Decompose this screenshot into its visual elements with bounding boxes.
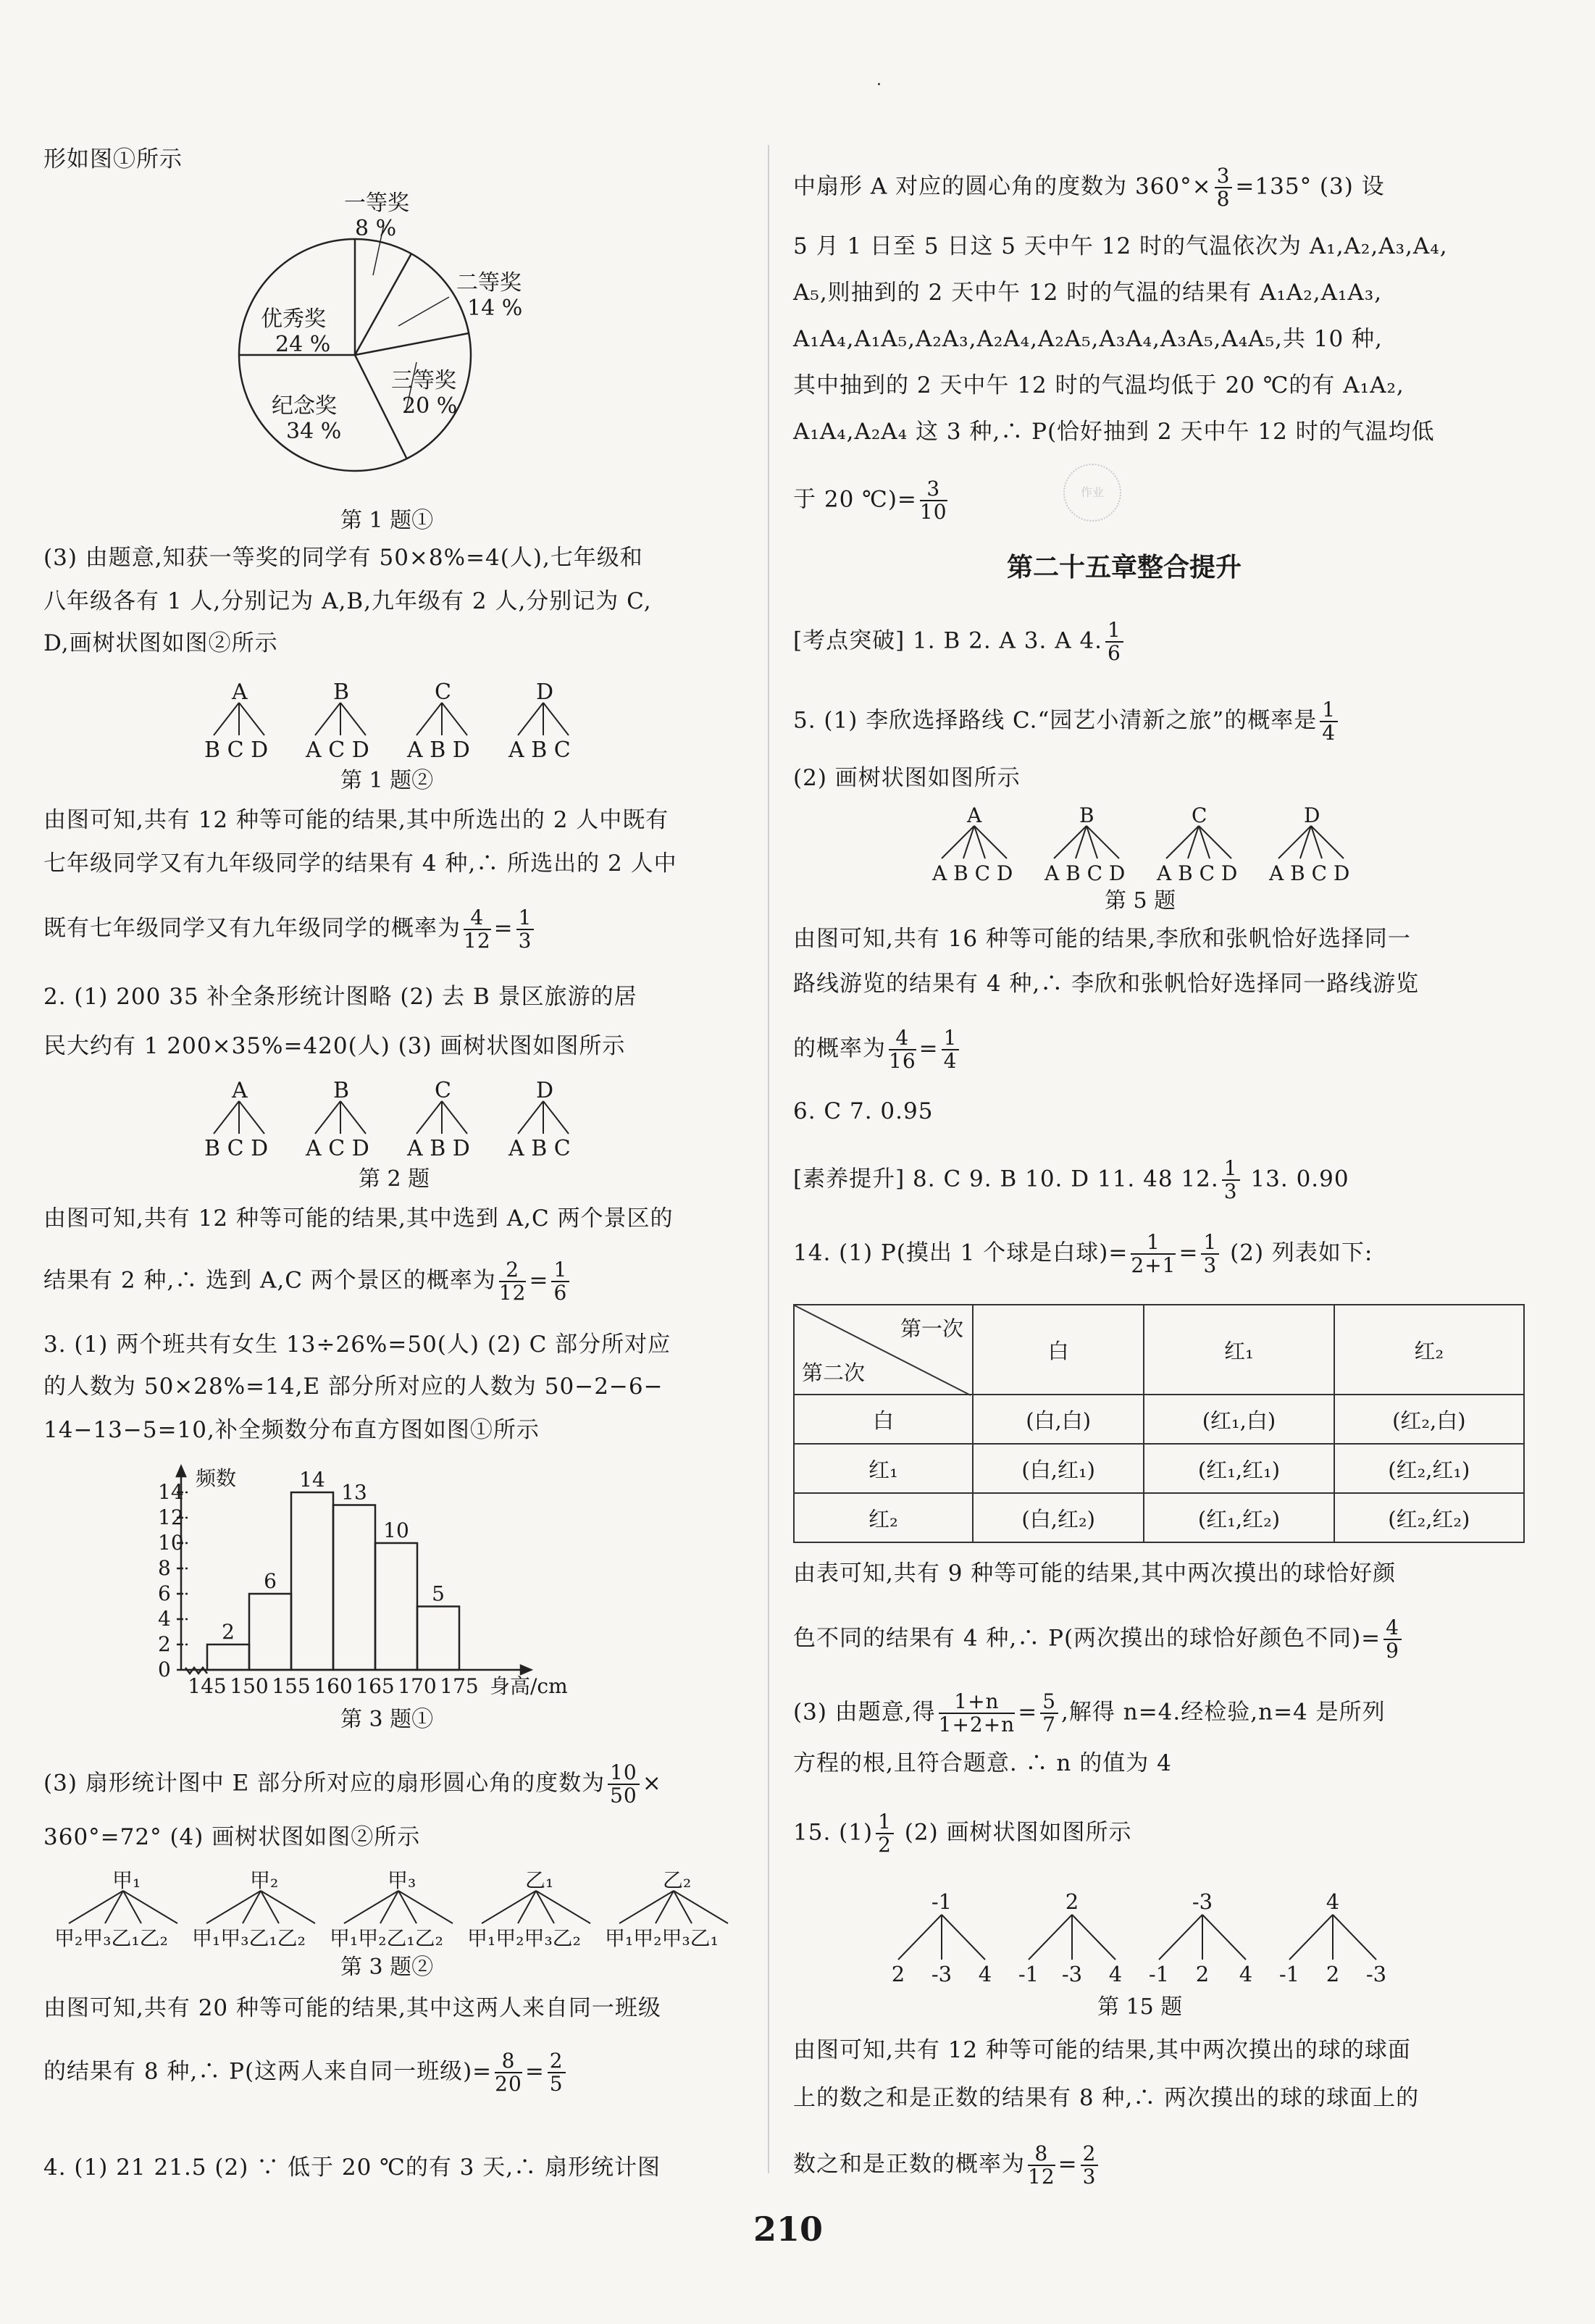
tree3-root-1: 甲₁ — [112, 1868, 141, 1892]
tree3-root-2: 甲₂ — [250, 1868, 279, 1892]
tree2-caption: 第 2 题 — [359, 1166, 430, 1192]
table-cell: (红₂,红₁) — [1334, 1444, 1524, 1493]
y-tick-label: 10 — [158, 1531, 184, 1555]
corner-top-label: 第一次 — [900, 1316, 963, 1341]
x-tick-label: 165 — [356, 1674, 395, 1698]
tree15-leaf: -3 — [931, 1962, 953, 1986]
tree15-root-2: 2 — [1065, 1889, 1079, 1914]
outcome-table — [793, 1304, 1525, 1543]
col-header-white: 白 — [973, 1305, 1144, 1395]
page-number: 210 — [753, 2210, 824, 2249]
right-line-1: 中扇形 A 对应的圆心角的度数为 360°× $\frac{3}{8}$ =135° (3) 设 — [793, 164, 1385, 211]
tree3-caption: 第 3 题② — [340, 1955, 434, 1980]
x-axis-label: 身高/cm — [490, 1674, 568, 1698]
pie-label-excellent: 优秀奖 — [261, 306, 326, 332]
left-p2-c: 既有七年级同学又有九年级同学的概率为 $\frac{4}{12}$ = $\frac{1}{3}$ — [43, 907, 537, 952]
pie-label-souvenir: 纪念奖 — [272, 393, 337, 419]
kaodian-line: [考点突破] 1. B 2. A 3. A 4. $\frac{1}{6}$ — [793, 619, 1126, 664]
tree1-leaves-b: A C D — [306, 737, 369, 763]
tree2-leaves-d: A B C — [508, 1136, 571, 1161]
tree3-root-4: 乙₁ — [525, 1868, 554, 1892]
right-line-7: 于 20 ℃)= $\frac{3}{10}$ — [793, 477, 947, 524]
watermark-stamp: 作业 — [1063, 464, 1121, 522]
x-tick-label: 170 — [398, 1674, 437, 1698]
q15-line-a: 15. (1) $\frac{1}{2}$ (2) 画树状图如图所示 — [793, 1810, 1132, 1857]
left-p3-a: 由图可知,共有 12 种等可能的结果,其中选到 A,C 两个景区的 — [43, 1205, 674, 1232]
tree1-caption: 第 1 题② — [340, 768, 434, 793]
left-p4-b: 的结果有 8 种,∴ P(这两人来自同一班级)= $\frac{8}{20}$ = $\frac{2}{5}$ — [43, 2050, 569, 2095]
pie-pct-souvenir: 34 % — [286, 419, 342, 444]
tree5-leaves-d: A B C D — [1269, 861, 1350, 885]
tree3-leaves-5: 甲₁甲₂甲₃乙₁ — [605, 1926, 719, 1950]
suyang-line: [素养提升] 8. C 9. B 10. D 11. 48 12. $\frac{1}{3}$ 13. 0.90 — [793, 1156, 1349, 1203]
tree5-root-c: C — [1192, 803, 1207, 827]
left-p2-b: 七年级同学又有九年级同学的结果有 4 种,∴ 所选出的 2 人中 — [43, 850, 677, 877]
q15-line-c: 由图可知,共有 12 种等可能的结果,其中两次摸出的球的球面 — [793, 2037, 1411, 2063]
tree15-root-1: -1 — [931, 1889, 953, 1914]
tree1-root-c: C — [435, 680, 451, 705]
tree2-leaves-c: A B D — [407, 1136, 470, 1161]
tree15-root-4: 4 — [1326, 1889, 1340, 1914]
q2-line-a: 2. (1) 200 35 补全条形统计图略 (2) 去 B 景区旅游的居 — [43, 984, 637, 1010]
y-tick-label: 8 — [158, 1556, 171, 1580]
histogram-bar — [291, 1492, 333, 1670]
tree-diagram-15 — [884, 1887, 1463, 1985]
tree5-leaves-c: A B C D — [1157, 861, 1238, 885]
left-p1-a: (3) 由题意,知获一等奖的同学有 50×8%=4(人),七年级和 — [43, 545, 643, 571]
tree3-leaves-4: 甲₁甲₂甲₃乙₂ — [467, 1926, 581, 1950]
q14-line-d: 色不同的结果有 4 种,∴ P(两次摸出的球恰好颜色不同)= $\frac{4}{9}$ — [793, 1617, 1404, 1662]
q15-line-d: 上的数之和是正数的结果有 8 种,∴ 两次摸出的球的球面上的 — [793, 2085, 1420, 2111]
q5-line-c: 由图可知,共有 16 种等可能的结果,李欣和张帆恰好选择同一 — [793, 926, 1411, 952]
tree2-root-b: B — [333, 1078, 350, 1103]
bar-value-label: 10 — [383, 1518, 409, 1542]
tree5-caption: 第 5 题 — [1105, 888, 1176, 914]
tree1-root-b: B — [333, 680, 350, 705]
right-line-6: A₁A₄,A₂A₄ 这 3 种,∴ P(恰好抽到 2 天中午 12 时的气温均低 — [793, 419, 1435, 445]
q3-line-b: 的人数为 50×28%=14,E 部分所对应的人数为 50−2−6− — [43, 1374, 663, 1400]
tree15-leaf: 4 — [1239, 1962, 1253, 1986]
q5-line-b: (2) 画树状图如图所示 — [793, 765, 1021, 791]
histogram-bar — [249, 1594, 291, 1670]
histogram-caption: 第 3 题① — [340, 1707, 434, 1732]
q14-line-c: 由表可知,共有 9 种等可能的结果,其中两次摸出的球恰好颜 — [793, 1560, 1397, 1587]
left-p1-b: 八年级各有 1 人,分别记为 A,B,九年级有 2 人,分别记为 C, — [43, 588, 652, 614]
pie-pct-first: 8 % — [355, 216, 397, 241]
q6-line: 6. C 7. 0.95 — [793, 1098, 934, 1124]
pie-chart-award — [217, 181, 523, 500]
tree2-root-c: C — [435, 1078, 451, 1103]
tree2-leaves-a: B C D — [204, 1136, 269, 1161]
x-axis-arrow — [521, 1665, 531, 1674]
table-cell: (红₂,白) — [1334, 1395, 1524, 1444]
histogram-chart — [138, 1463, 630, 1710]
x-tick-label: 145 — [188, 1674, 227, 1698]
q3-line-a: 3. (1) 两个班共有女生 13÷26%=50(人) (2) C 部分所对应 — [43, 1332, 671, 1358]
row-header-red2: 红₂ — [794, 1493, 973, 1542]
q3-line-e: 360°=72° (4) 画树状图如图②所示 — [43, 1824, 421, 1850]
q4-line: 4. (1) 21 21.5 (2) ∵ 低于 20 ℃的有 3 天,∴ 扇形统计图 — [43, 2154, 661, 2181]
table-corner-cell — [794, 1305, 973, 1395]
tree15-leaf: -3 — [1365, 1962, 1387, 1986]
table-cell: (白,红₁) — [973, 1444, 1144, 1493]
table-cell: (红₁,白) — [1144, 1395, 1334, 1444]
tree2-leaves-b: A C D — [306, 1136, 369, 1161]
q5-line-a: 5. (1) 李欣选择路线 C.“园艺小清新之旅”的概率是 $\frac{1}{4}$ — [793, 699, 1341, 744]
tree-diagram-2 — [196, 1079, 601, 1159]
y-tick-label: 4 — [158, 1607, 171, 1631]
left-p2-a: 由图可知,共有 12 种等可能的结果,其中所选出的 2 人中既有 — [43, 807, 669, 833]
tree1-leaves-c: A B D — [407, 737, 470, 763]
tree15-leaf: 2 — [1326, 1962, 1340, 1986]
tree1-leaves-a: B C D — [204, 737, 269, 763]
tree3-root-3: 甲₃ — [388, 1868, 416, 1892]
table-cell: (红₂,红₂) — [1334, 1493, 1524, 1542]
row-header-white: 白 — [794, 1395, 973, 1444]
x-tick-label: 150 — [230, 1674, 269, 1698]
right-line-2: 5 月 1 日至 5 日这 5 天中午 12 时的气温依次为 A₁,A₂,A₃,A₄, — [793, 233, 1448, 259]
chapter-title: 第二十五章整合提升 — [1007, 553, 1242, 582]
y-axis-label: 频数 — [196, 1466, 237, 1490]
tree1-leaves-d: A B C — [508, 737, 571, 763]
y-tick-label: 14 — [158, 1480, 184, 1504]
col-header-red1: 红₁ — [1144, 1305, 1334, 1395]
q3-line-d: (3) 扇形统计图中 E 部分所对应的扇形圆心角的度数为 $\frac{10}{50}$ × — [43, 1760, 662, 1807]
y-tick-label: 12 — [158, 1505, 184, 1529]
tree15-leaf: -1 — [1018, 1962, 1039, 1986]
left-line-1: 形如图①所示 — [43, 146, 183, 172]
col-header-red2: 红₂ — [1334, 1305, 1524, 1395]
x-tick-label: 175 — [440, 1674, 479, 1698]
histogram-bar — [417, 1607, 459, 1671]
histogram-bar — [207, 1644, 249, 1670]
y-tick-label: 2 — [158, 1632, 171, 1656]
tree15-leaf: -3 — [1061, 1962, 1083, 1986]
tree5-root-d: D — [1304, 803, 1320, 827]
q2-line-b: 民大约有 1 200×35%=420(人) (3) 画树状图如图所示 — [43, 1033, 626, 1059]
tree15-leaf: 2 — [891, 1962, 905, 1986]
q5-line-e: 的概率为 $\frac{4}{16}$ = $\frac{1}{4}$ — [793, 1027, 962, 1072]
tree3-root-5: 乙₂ — [663, 1868, 692, 1892]
tree15-leaf: 2 — [1195, 1962, 1210, 1986]
tree2-root-d: D — [536, 1078, 554, 1103]
q3-line-c: 14−13−5=10,补全频数分布直方图如图①所示 — [43, 1417, 540, 1443]
bar-value-label: 5 — [432, 1581, 445, 1606]
tree5-root-b: B — [1079, 803, 1094, 827]
table-cell: (红₁,红₂) — [1144, 1493, 1334, 1542]
pie-pct-second: 14 % — [467, 296, 523, 321]
tree15-root-3: -3 — [1192, 1889, 1213, 1914]
y-axis-arrow — [177, 1466, 185, 1476]
q15-line-e: 数之和是正数的概率为 $\frac{8}{12}$ = $\frac{2}{3}$ — [793, 2143, 1101, 2188]
left-p1-c: D,画树状图如图②所示 — [43, 630, 278, 656]
table-cell: (白,红₂) — [973, 1493, 1144, 1542]
table-cell: (红₁,红₁) — [1144, 1444, 1334, 1493]
bar-value-label: 6 — [264, 1569, 277, 1593]
row-header-red1: 红₁ — [794, 1444, 973, 1493]
q5-line-d: 路线游览的结果有 4 种,∴ 李欣和张帆恰好选择同一路线游览 — [793, 971, 1420, 997]
tree3-leaves-3: 甲₁甲₂乙₁乙₂ — [330, 1926, 443, 1950]
right-line-3: A₅,则抽到的 2 天中午 12 时的气温的结果有 A₁A₂,A₁A₃, — [793, 280, 1383, 306]
pie-pct-third: 20 % — [402, 393, 458, 419]
pie-label-second: 二等奖 — [456, 270, 522, 296]
tree15-leaf: 4 — [978, 1962, 992, 1986]
tree15-leaf: -1 — [1148, 1962, 1170, 1986]
axis-break — [185, 1668, 207, 1673]
pie-caption: 第 1 题① — [340, 508, 434, 533]
tree5-leaves-a: A B C D — [932, 861, 1013, 885]
tree1-root-a: A — [232, 680, 248, 705]
tree-diagram-1 — [196, 681, 601, 761]
bar-value-label: 2 — [222, 1620, 235, 1644]
pie-label-third: 三等奖 — [391, 368, 456, 393]
tree-diagram-3 — [54, 1869, 750, 1949]
histogram-bar — [333, 1505, 375, 1671]
tree15-leaf: -1 — [1278, 1962, 1300, 1986]
left-p4-a: 由图可知,共有 20 种等可能的结果,其中这两人来自同一班级 — [43, 1995, 661, 2021]
pie-pct-excellent: 24 % — [275, 332, 331, 357]
bar-value-label: 13 — [341, 1480, 367, 1505]
left-p3-b: 结果有 2 种,∴ 选到 A,C 两个景区的概率为 $\frac{2}{12}$ = $\frac{1}{6}$ — [43, 1259, 572, 1304]
histogram-bar — [375, 1543, 417, 1670]
header-dot: · — [876, 76, 882, 94]
y-tick-label: 6 — [158, 1581, 171, 1605]
right-line-4: A₁A₄,A₁A₅,A₂A₃,A₂A₄,A₂A₅,A₃A₄,A₃A₅,A₄A₅,共 10 种, — [793, 326, 1383, 352]
q14-line-e: (3) 由题意,得 $\frac{1+n}{1+2+n}$ = $\frac{5}{7}$ ,解得 n=4.经检验,n=4 是所列 — [793, 1689, 1386, 1736]
q14-line-f: 方程的根,且符合题意. ∴ n 的值为 4 — [793, 1750, 1172, 1776]
q14-line-a: 14. (1) P(摸出 1 个球是白球)= $\frac{1}{2+1}$ = $\frac{1}{3}$ (2) 列表如下: — [793, 1230, 1373, 1277]
tree2-root-a: A — [232, 1078, 248, 1103]
x-tick-label: 160 — [314, 1674, 353, 1698]
tree3-leaves-2: 甲₁甲₃乙₁乙₂ — [192, 1926, 306, 1950]
column-divider — [768, 145, 769, 2173]
y-tick-label: 0 — [158, 1658, 171, 1681]
tree-diagram-5 — [931, 804, 1365, 884]
tree15-caption: 第 15 题 — [1097, 1994, 1183, 2020]
right-line-5: 其中抽到的 2 天中午 12 时的气温均低于 20 ℃的有 A₁A₂, — [793, 372, 1404, 398]
table-cell: (白,白) — [973, 1395, 1144, 1444]
tree5-root-a: A — [967, 803, 982, 827]
corner-bottom-label: 第二次 — [802, 1360, 866, 1385]
tree3-leaves-1: 甲₂甲₃乙₁乙₂ — [54, 1926, 168, 1950]
tree15-leaf: 4 — [1108, 1962, 1123, 1986]
bar-value-label: 14 — [299, 1468, 325, 1492]
tree1-root-d: D — [536, 680, 554, 705]
pie-label-first: 一等奖 — [344, 191, 409, 216]
tree5-leaves-b: A B C D — [1045, 861, 1126, 885]
x-tick-label: 155 — [272, 1674, 311, 1698]
